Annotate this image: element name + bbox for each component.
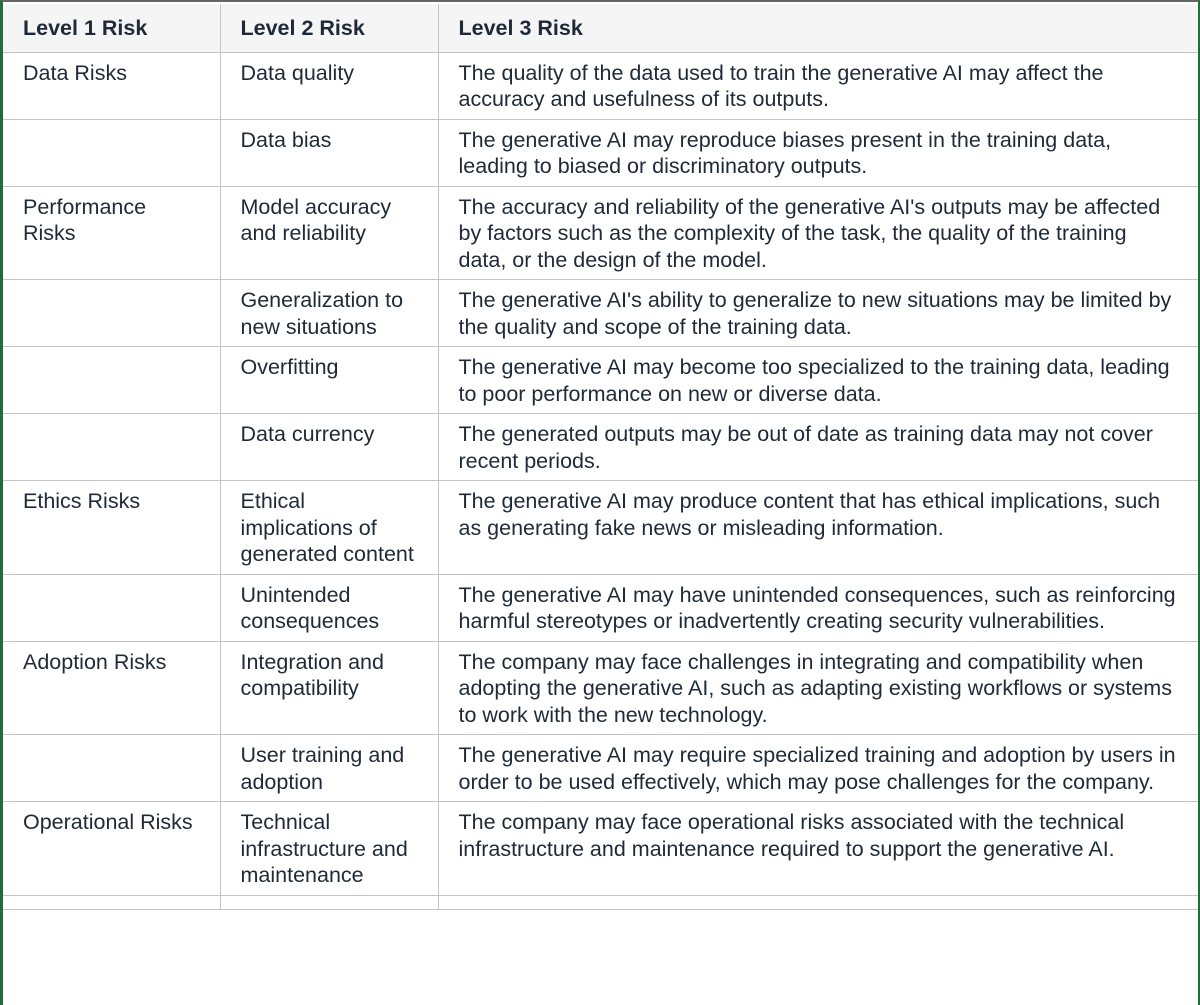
level2-cell: Overfitting: [220, 347, 438, 414]
level1-cell: [3, 574, 220, 641]
level1-cell: Performance Risks: [3, 186, 220, 280]
table-row: [3, 574, 1198, 641]
level2-cell: Ethical implications of generated content: [220, 481, 438, 575]
risk-table: [3, 4, 1198, 910]
level2-cell: Technical infrastructure and maintenance: [220, 802, 438, 896]
level3-cell: The accuracy and reliability of the generative AI's outputs may be affected by factors such as the complexity of the task, the quality of the training data, or the design of the model.: [438, 186, 1198, 280]
level1-cell: [3, 735, 220, 802]
table-row: [3, 52, 1198, 119]
table-row: [3, 186, 1198, 280]
level1-cell: [3, 414, 220, 481]
table-row: [3, 414, 1198, 481]
level3-cell: The generative AI's ability to generalize to new situations may be limited by the quality and scope of the training data.: [438, 280, 1198, 347]
table-row: [3, 119, 1198, 186]
level2-cell: User training and adoption: [220, 735, 438, 802]
table-row: [3, 895, 1198, 909]
header-level3: Level 3 Risk: [438, 4, 1198, 52]
level3-cell: The quality of the data used to train the generative AI may affect the accuracy and usefulness of its outputs.: [438, 52, 1198, 119]
table-row: [3, 280, 1198, 347]
header-level2: Level 2 Risk: [220, 4, 438, 52]
level3-cell: The generative AI may have unintended consequences, such as reinforcing harmful stereotypes or inadvertently creating security vulnerabilities.: [438, 574, 1198, 641]
level1-cell: [3, 895, 220, 909]
table-row: [3, 347, 1198, 414]
level2-cell: Integration and compatibility: [220, 641, 438, 735]
level1-cell: [3, 347, 220, 414]
level1-cell: Adoption Risks: [3, 641, 220, 735]
level3-cell: The generative AI may require specialized training and adoption by users in order to be used effectively, which may pose challenges for the company.: [438, 735, 1198, 802]
level2-cell: Data quality: [220, 52, 438, 119]
level1-cell: [3, 280, 220, 347]
table-row: [3, 641, 1198, 735]
level3-cell: The company may face challenges in integrating and compatibility when adopting the generative AI, such as adapting existing workflows or systems to work with the new technology.: [438, 641, 1198, 735]
level3-cell: [438, 895, 1198, 909]
level2-cell: Data bias: [220, 119, 438, 186]
level3-cell: The generative AI may become too specialized to the training data, leading to poor performance on new or diverse data.: [438, 347, 1198, 414]
level1-cell: Operational Risks: [3, 802, 220, 896]
table-row: [3, 802, 1198, 896]
table-row: [3, 481, 1198, 575]
table-row: [3, 735, 1198, 802]
level1-cell: Ethics Risks: [3, 481, 220, 575]
header-level1: Level 1 Risk: [3, 4, 220, 52]
level2-cell: [220, 895, 438, 909]
header-row: [3, 4, 1198, 52]
level3-cell: The generative AI may produce content that has ethical implications, such as generating fake news or misleading information.: [438, 481, 1198, 575]
level2-cell: Generalization to new situations: [220, 280, 438, 347]
level2-cell: Model accuracy and reliability: [220, 186, 438, 280]
level2-cell: Data currency: [220, 414, 438, 481]
level3-cell: The generated outputs may be out of date as training data may not cover recent periods.: [438, 414, 1198, 481]
level3-cell: The generative AI may reproduce biases present in the training data, leading to biased or discriminatory outputs.: [438, 119, 1198, 186]
level1-cell: [3, 119, 220, 186]
level3-cell: The company may face operational risks associated with the technical infrastructure and maintenance required to support the generative AI.: [438, 802, 1198, 896]
level2-cell: Unintended consequences: [220, 574, 438, 641]
level1-cell: Data Risks: [3, 52, 220, 119]
